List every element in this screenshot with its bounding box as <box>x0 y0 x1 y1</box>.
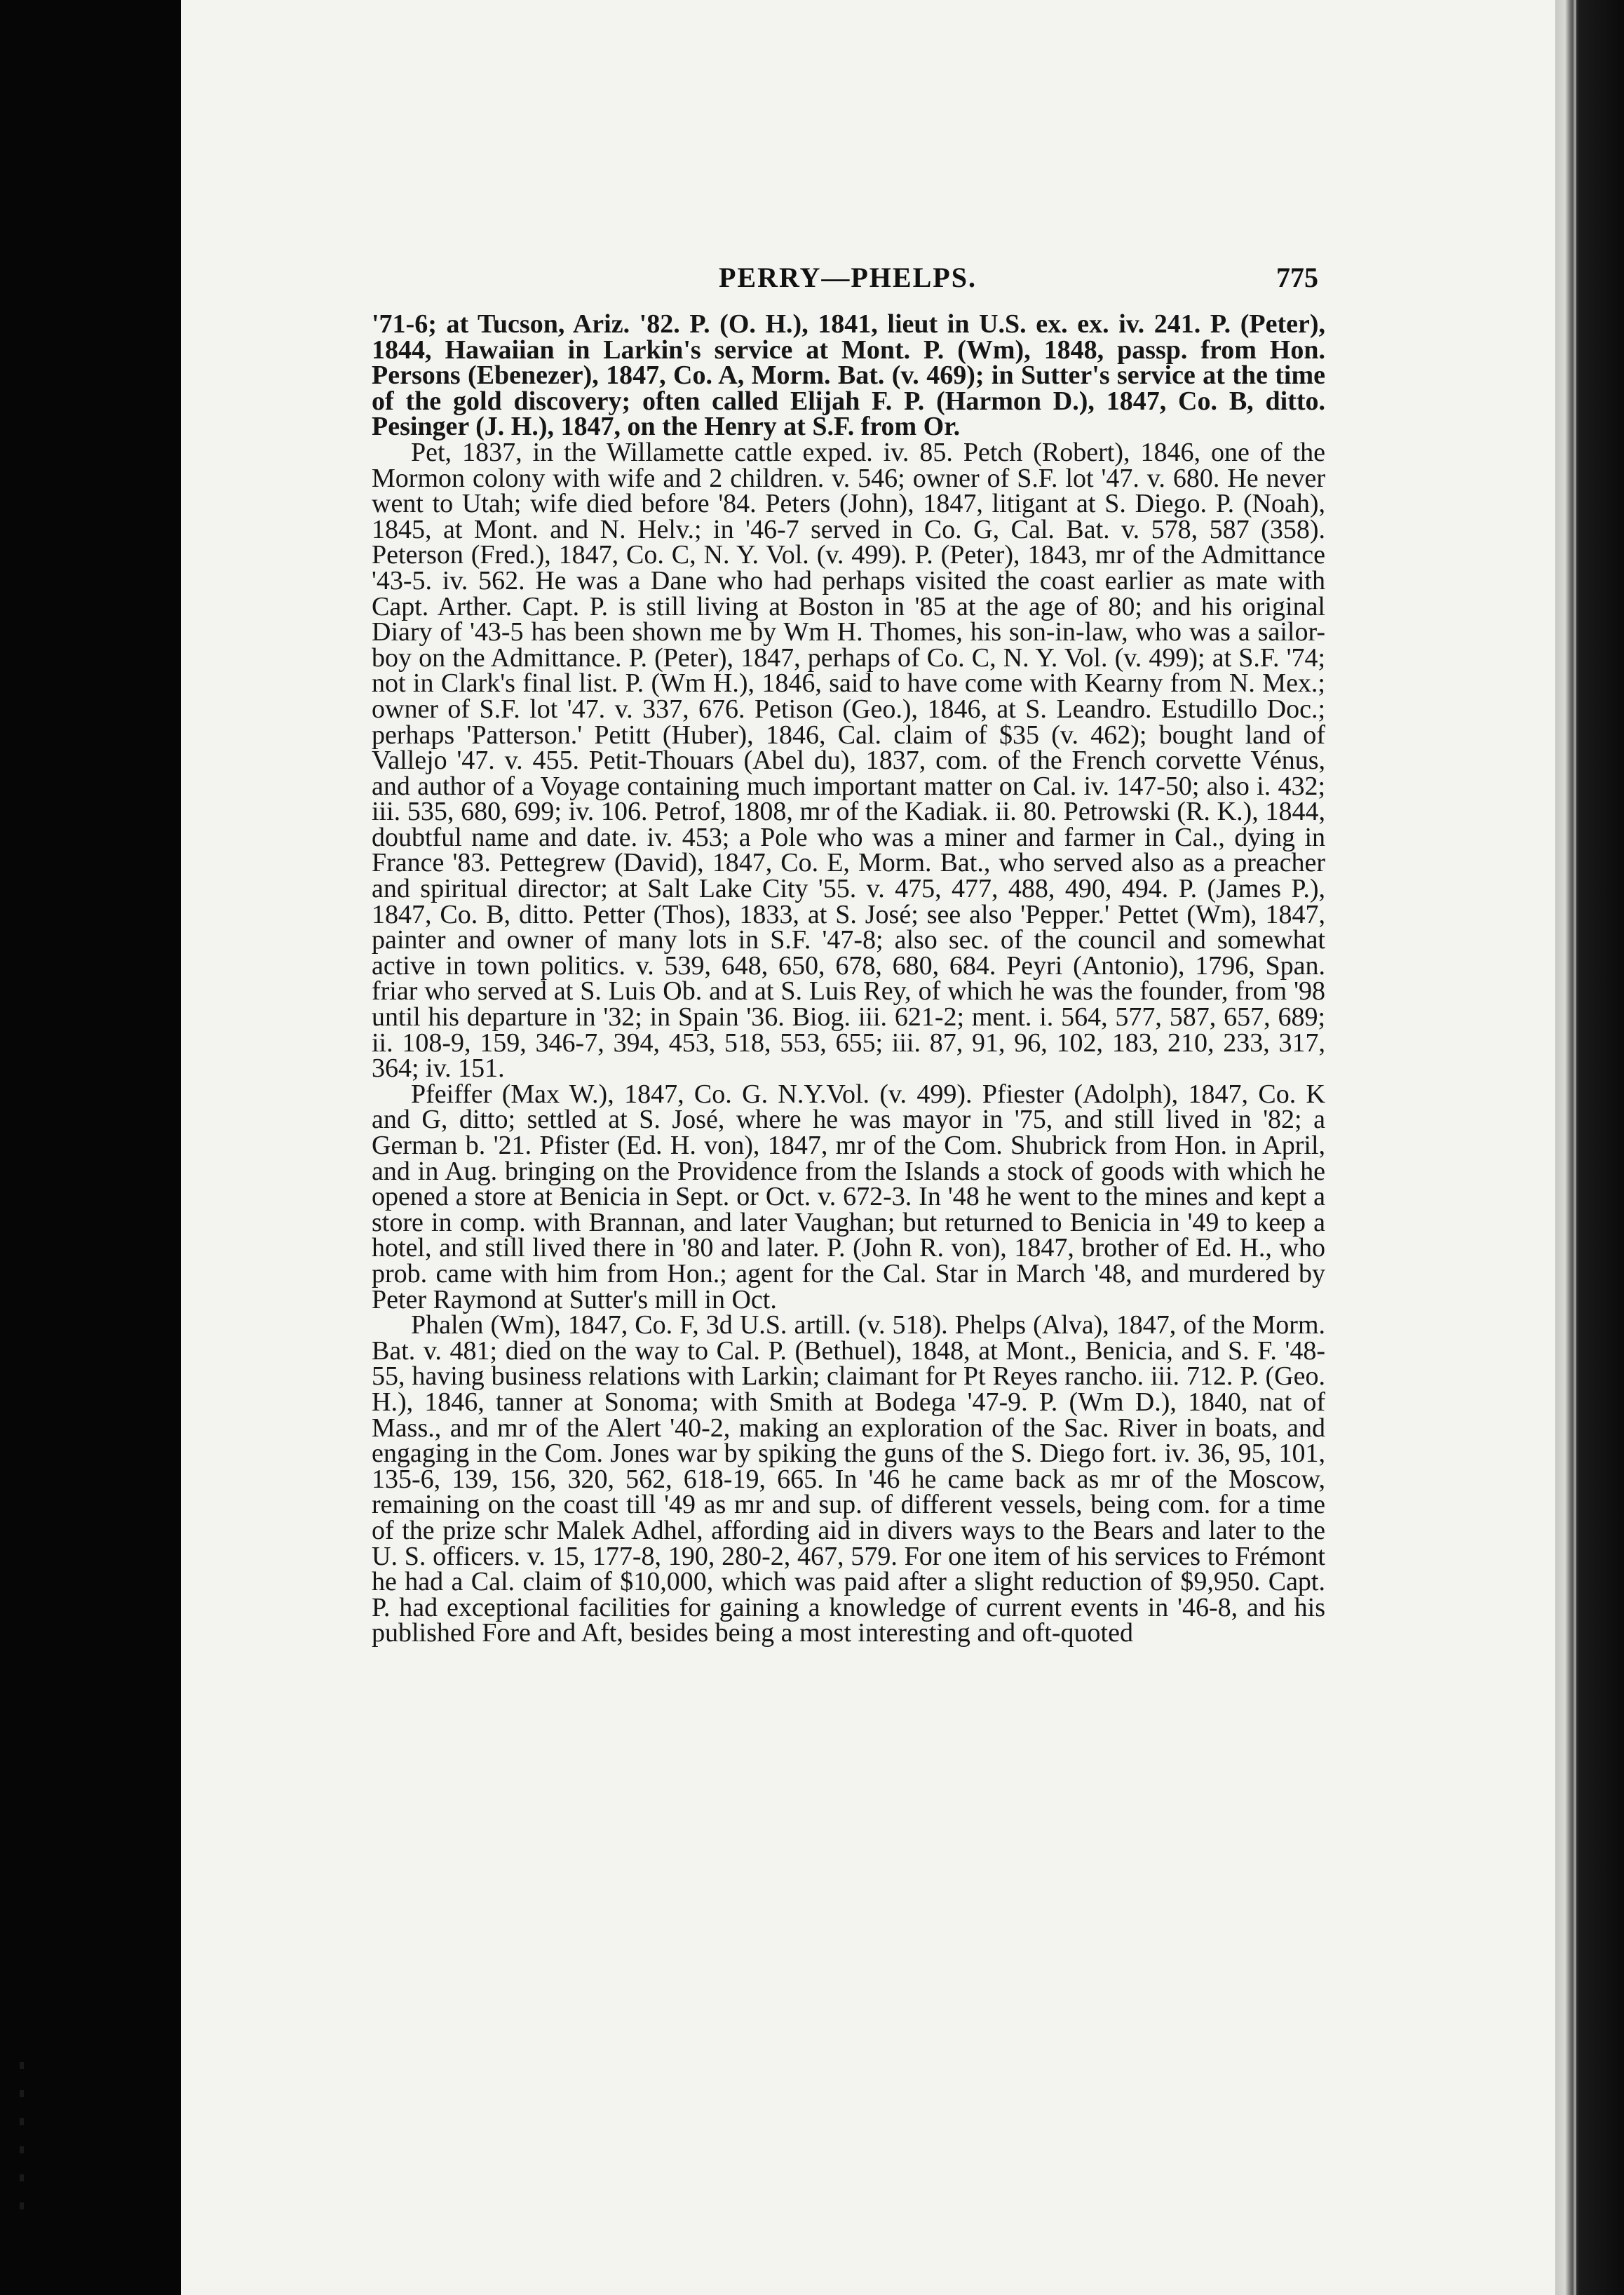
margin-mark <box>20 2062 24 2069</box>
paragraph: Phalen (Wm), 1847, Co. F, 3d U.S. artill. (v. 518). Phelps (Alva), 1847, of the Morm. Bat. v. 481; died on the way to Cal. P. (Bethuel), 1848, at Mont., Benicia, and S. F. '48-55, having business relations with Larkin; claimant for Pt Reyes rancho. iii. 712. P. (Geo. H.), 1846, tanner at Sonoma; with Smith at Bodega '47-9. P. (Wm D.), 1840, nat of Mass., and mr of the Alert '40-2, making an exploration of the Sac. River in boats, and engaging in the Com. Jones war by spiking the guns of the S. Diego fort. iv. 36, 95, 101, 135-6, 139, 156, 320, 562, 618-19, 665. In '46 he came back as mr of the Moscow, remaining on the coast till '49 as mr and sup. of different vessels, being com. for a time of the prize schr Malek Adhel, affording aid in divers ways to the Bears and later to the U. S. officers. v. 15, 177-8, 190, 280-2, 467, 579. For one item of his services to Frémont he had a Cal. claim of $10,000, which was paid after a slight reduction of $9,950. Capt. P. had exceptional facilities for gaining a knowledge of current events in '46-8, and his published Fore and Aft, besides being a most interesting and oft-quoted <box>372 1310 1325 1648</box>
paragraph: Pet, 1837, in the Willamette cattle exped. iv. 85. Petch (Robert), 1846, one of the Mormon colony with wife and 2 children. v. 546; owner of S.F. lot '47. v. 680. He never went to Utah; wife died before '84. Peters (John), 1847, litigant at S. Diego. P. (Noah), 1845, at Mont. and N. Helv.; in '46-7 served in Co. G, Cal. Bat. v. 578, 587 (358). Peterson (Fred.), 1847, Co. C, N. Y. Vol. (v. 499). P. (Peter), 1843, mr of the Admittance '43-5. iv. 562. He was a Dane who had perhaps visited the coast earlier as mate with Capt. Arther. Capt. P. is still living at Boston in '85 at the age of 80; and his original Diary of '43-5 has been shown me by Wm H. Thomes, his son-in-law, who was a sailor-boy on the Admittance. P. (Peter), 1847, perhaps of Co. C, N. Y. Vol. (v. 499); at S.F. '74; not in Clark's final list. P. (Wm H.), 1846, said to have come with Kearny from N. Mex.; owner of S.F. lot '47. v. 337, 676. Petison (Geo.), 1846, at S. Leandro. Estudillo Doc.; perhaps 'Patterson.' Petitt (Huber), 1846, Cal. claim of $35 (v. 462); bought land of Vallejo '47. v. 455. Petit-Thouars (Abel du), 1837, com. of the French corvette Vénus, and author of a Voyage containing much important matter on Cal. iv. 147-50; also i. 432; iii. 535, 680, 699; iv. 106. Petrof, 1808, mr of the Kadiak. ii. 80. Petrowski (R. K.), 1844, doubtful name and date. iv. 453; a Pole who was a miner and farmer in Cal., dying in France '83. Pettegrew (David), 1847, Co. E, Morm. Bat., who served also as a preacher and spiritual director; at Salt Lake City '55. v. 475, 477, 488, 490, 494. P. (James P.), 1847, Co. B, ditto. Petter (Thos), 1833, at S. José; see also 'Pepper.' Pettet (Wm), 1847, painter and owner of many lots in S.F. '47-8; also sec. of the council and somewhat active in town politics. v. 539, 648, 650, 678, 680, 684. Peyri (Antonio), 1796, Span. friar who served at S. Luis Ob. and at S. Luis Rey, of which he was the founder, from '98 until his departure in '32; in Spain '36. Biog. iii. 621-2; ment. i. 564, 577, 587, 657, 689; ii. 108-9, 159, 346-7, 394, 453, 518, 553, 655; iii. 87, 91, 96, 102, 183, 210, 233, 317, 364; iv. 151. <box>372 437 1325 1084</box>
paragraph: Pfeiffer (Max W.), 1847, Co. G. N.Y.Vol. (v. 499). Pfiester (Adolph), 1847, Co. K and G, ditto; settled at S. José, where he was mayor in '75, and still lived in '82; a German b. '21. Pfister (Ed. H. von), 1847, mr of the Com. Shubrick from Hon. in April, and in Aug. bringing on the Providence from the Islands a stock of goods with which he opened a store at Benicia in Sept. or Oct. v. 672-3. In '48 he went to the mines and kept a store in comp. with Brannan, and later Vaughan; but returned to Benicia in '49 to keep a hotel, and still lived there in '80 and later. P. (John R. von), 1847, brother of Ed. H., who prob. came with him from Hon.; agent for the Cal. Star in March '48, and murdered by Peter Raymond at Sutter's mill in Oct. <box>372 1079 1325 1314</box>
page-number: 775 <box>1276 262 1318 293</box>
paragraph: '71-6; at Tucson, Ariz. '82. P. (O. H.), 1841, lieut in U.S. ex. ex. iv. 241. P. (Peter), 1844, Hawaiian in Larkin's service at Mont. P. (Wm), 1848, passp. from Hon. Persons (Ebenezer), 1847, Co. A, Morm. Bat. (v. 469); in Sutter's service at the time of the gold discovery; often called Elijah F. P. (Harmon D.), 1847, Co. B, ditto. Pesinger (J. H.), 1847, on the Henry at S.F. from Or. <box>372 309 1325 442</box>
margin-mark <box>20 2146 24 2153</box>
text-body <box>372 311 1325 2009</box>
margin-mark <box>20 2118 24 2125</box>
running-head: PERRY—PHELPS. <box>719 262 977 293</box>
page-header <box>719 261 1318 299</box>
margin-mark <box>20 2202 24 2209</box>
page-edge-line <box>1574 0 1576 2295</box>
margin-mark <box>20 2174 24 2181</box>
scan-right-edge <box>1555 0 1624 2295</box>
scan-left-gutter <box>0 0 181 2295</box>
margin-mark <box>20 2090 24 2097</box>
scan-margin-marks <box>20 2062 28 2244</box>
